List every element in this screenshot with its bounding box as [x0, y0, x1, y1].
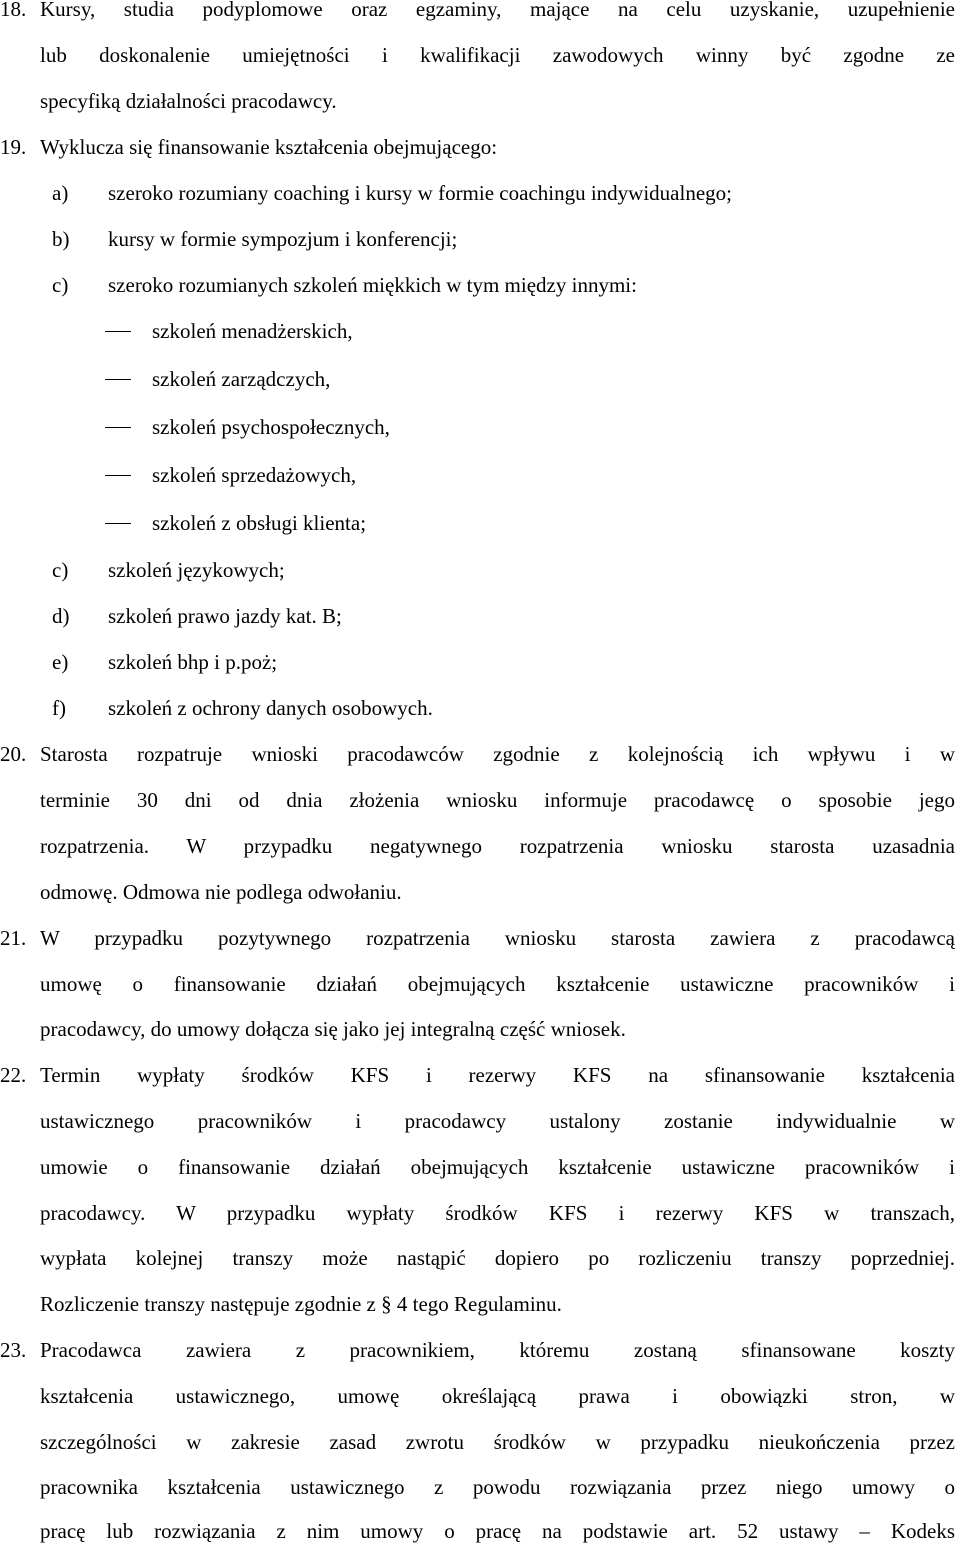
paragraph-text: Rozliczenie transzy następuje zgodnie z § 4 tego Regulaminu.	[40, 1292, 562, 1316]
paragraph-text: pracę lub rozwiązania z nim umowy o pracę na podstawie art. 52 ustawy – Kodeks	[40, 1519, 955, 1543]
paragraph-line	[0, 969, 960, 999]
list-item	[0, 693, 960, 723]
paragraph-text: umowie o finansowanie działań obejmujących kształcenie ustawiczne pracowników i	[40, 1155, 955, 1179]
paragraph-line	[0, 40, 960, 70]
paragraph-line	[0, 1152, 960, 1182]
list-marker: c)	[52, 558, 69, 582]
paragraph-text: Kursy, studia podyplomowe oraz egzaminy, mające na celu uzyskanie, uzupełnienie	[40, 0, 955, 21]
paragraph-line	[0, 785, 960, 815]
paragraph-text: Wyklucza się finansowanie kształcenia obejmującego:	[40, 135, 498, 159]
paragraph-text: W przypadku pozytywnego rozpatrzenia wniosku starosta zawiera z pracodawcą	[40, 926, 955, 950]
paragraph-line	[0, 132, 960, 162]
paragraph-text: wypłata kolejnej transzy może nastąpić dopiero po rozliczeniu transzy poprzedniej.	[40, 1246, 955, 1270]
dash-list-item	[0, 316, 960, 346]
list-text: szkoleń z obsługi klienta;	[152, 511, 367, 535]
paragraph-line	[0, 1060, 960, 1090]
paragraph-text: terminie 30 dni od dnia złożenia wniosku informuje pracodawcę o sposobie jego	[40, 788, 955, 812]
dash-bullet-icon	[105, 427, 131, 428]
paragraph-line	[0, 877, 960, 907]
paragraph-text: umowę o finansowanie działań obejmujących kształcenie ustawiczne pracowników i	[40, 972, 955, 996]
list-text: szkoleń językowych;	[108, 558, 285, 582]
paragraph-number: 21.	[0, 926, 27, 950]
list-marker: f)	[52, 696, 66, 720]
list-marker: d)	[52, 604, 70, 628]
dash-list-item	[0, 508, 960, 538]
list-marker: b)	[52, 227, 70, 251]
paragraph-number: 19.	[0, 135, 27, 159]
dash-bullet-icon	[105, 475, 131, 476]
list-marker: a)	[52, 181, 69, 205]
paragraph-text: szczególności w zakresie zasad zwrotu środków w przypadku nieukończenia przez	[40, 1430, 955, 1454]
list-marker: c)	[52, 273, 69, 297]
dash-bullet-icon	[105, 331, 131, 332]
paragraph-line	[0, 1472, 960, 1502]
list-text: szkoleń zarządczych,	[152, 367, 331, 391]
dash-bullet-icon	[105, 523, 131, 524]
paragraph-line	[0, 1243, 960, 1273]
paragraph-line	[0, 0, 960, 24]
paragraph-text: lub doskonalenie umiejętności i kwalifikacji zawodowych winny być zgodne ze	[40, 43, 955, 67]
dash-list-item	[0, 364, 960, 394]
list-text: szkoleń prawo jazdy kat. B;	[108, 604, 342, 628]
paragraph-text: Starosta rozpatruje wnioski pracodawców zgodnie z kolejnością ich wpływu i w	[40, 742, 955, 766]
paragraph-text: Pracodawca zawiera z pracownikiem, któremu zostaną sfinansowane koszty	[40, 1338, 955, 1362]
paragraph-line	[0, 1381, 960, 1411]
paragraph-line	[0, 739, 960, 769]
dash-bullet-icon	[105, 379, 131, 380]
list-text: szkoleń z ochrony danych osobowych.	[108, 696, 433, 720]
paragraph-text: rozpatrzenia. W przypadku negatywnego rozpatrzenia wniosku starosta uzasadnia	[40, 834, 955, 858]
paragraph-text: odmowę. Odmowa nie podlega odwołaniu.	[40, 880, 402, 904]
list-text: szkoleń bhp i p.poż;	[108, 650, 278, 674]
dash-list-item	[0, 412, 960, 442]
list-text: szkoleń psychospołecznych,	[152, 415, 390, 439]
dash-list-item	[0, 460, 960, 490]
list-text: szeroko rozumiany coaching i kursy w formie coachingu indywidualnego;	[108, 181, 732, 205]
list-text: szkoleń menadżerskich,	[152, 319, 353, 343]
list-item	[0, 178, 960, 208]
list-marker: e)	[52, 650, 69, 674]
paragraph-text: ustawicznego pracowników i pracodawcy ustalony zostanie indywidualnie w	[40, 1109, 955, 1133]
paragraph-text: specyfiką działalności pracodawcy.	[40, 89, 337, 113]
list-item	[0, 270, 960, 300]
paragraph-number: 18.	[0, 0, 27, 21]
list-text: kursy w formie sympozjum i konferencji;	[108, 227, 458, 251]
paragraph-number: 20.	[0, 742, 27, 766]
paragraph-line	[0, 1335, 960, 1365]
paragraph-text: pracownika kształcenia ustawicznego z powodu rozwiązania przez niego umowy o	[40, 1475, 955, 1499]
paragraph-line	[0, 1198, 960, 1228]
paragraph-line	[0, 1427, 960, 1457]
paragraph-line	[0, 86, 960, 116]
paragraph-line	[0, 1014, 960, 1044]
paragraph-line	[0, 1106, 960, 1136]
paragraph-line	[0, 923, 960, 953]
list-item	[0, 224, 960, 254]
paragraph-text: pracodawcy, do umowy dołącza się jako jej integralną część wniosek.	[40, 1017, 626, 1041]
paragraph-number: 22.	[0, 1063, 27, 1087]
list-item	[0, 647, 960, 677]
list-text: szeroko rozumianych szkoleń miękkich w tym między innymi:	[108, 273, 637, 297]
paragraph-line	[0, 1516, 960, 1546]
paragraph-text: pracodawcy. W przypadku wypłaty środków KFS i rezerwy KFS w transzach,	[40, 1201, 955, 1225]
paragraph-text: kształcenia ustawicznego, umowę określającą prawa i obowiązki stron, w	[40, 1384, 955, 1408]
paragraph-line	[0, 1289, 960, 1319]
paragraph-number: 23.	[0, 1338, 27, 1362]
list-text: szkoleń sprzedażowych,	[152, 463, 357, 487]
paragraph-line	[0, 831, 960, 861]
list-item	[0, 601, 960, 631]
list-item	[0, 555, 960, 585]
paragraph-text: Termin wypłaty środków KFS i rezerwy KFS na sfinansowanie kształcenia	[40, 1063, 955, 1087]
